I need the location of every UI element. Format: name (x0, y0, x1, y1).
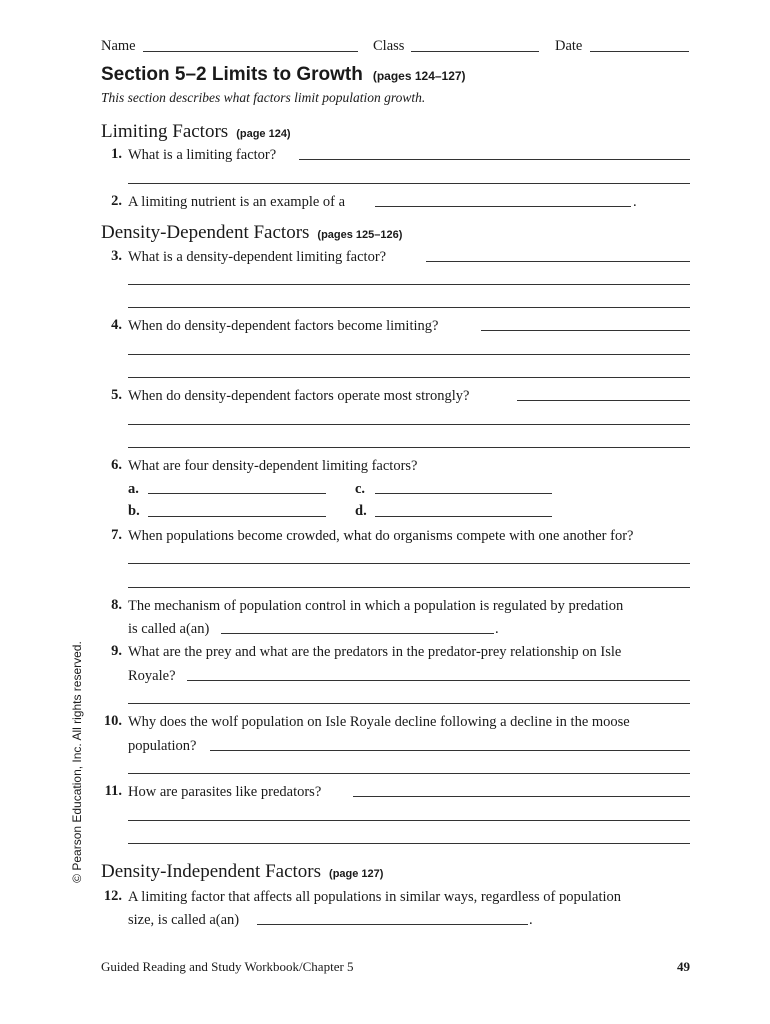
q3-number: 3. (111, 248, 122, 264)
limiting-factors-heading (101, 121, 291, 143)
q12-text-2: size, is called a(an) (128, 912, 240, 928)
q12-end: . (529, 912, 533, 928)
q5-answer-line[interactable] (517, 400, 690, 401)
q5-number: 5. (111, 387, 122, 403)
q4-number: 4. (111, 317, 122, 333)
name-field[interactable] (143, 51, 358, 52)
section-pages: (pages 124–127) (372, 69, 466, 83)
section-title (101, 64, 466, 86)
q2-end: . (633, 194, 637, 210)
q1-answer-line[interactable] (128, 183, 690, 184)
q8-text: The mechanism of population control in which a population is regulated by predation (128, 598, 624, 614)
page-number: 49 (677, 959, 690, 974)
q11-answer-line[interactable] (128, 820, 690, 821)
density-dependent-pages: (pages 125–126) (317, 229, 403, 241)
q3-text: What is a density-dependent limiting factor? (128, 249, 387, 265)
q8-number: 8. (111, 597, 122, 613)
date-field[interactable] (590, 51, 689, 52)
q8-text-2: is called a(an) (128, 621, 210, 637)
footer-title: Guided Reading and Study Workbook/Chapter 5 (101, 959, 354, 974)
q1-text: What is a limiting factor? (128, 147, 277, 163)
section-title-text: Section 5–2 Limits to Growth (101, 64, 363, 85)
q11-answer-line[interactable] (128, 843, 690, 844)
q6-text: What are four density-dependent limiting factors? (128, 458, 418, 474)
limiting-factors-pages: (page 124) (236, 128, 291, 140)
q6-number: 6. (111, 457, 122, 473)
q9-text: What are the prey and what are the predators in the predator-prey relationship on Isle (128, 644, 622, 660)
q7-number: 7. (111, 527, 122, 543)
density-independent-heading (101, 861, 383, 883)
q2-answer-line[interactable] (375, 206, 631, 207)
q5-answer-line[interactable] (128, 424, 690, 425)
class-label: Class (373, 38, 405, 54)
q6-a-field[interactable] (148, 493, 326, 494)
q11-number: 11. (104, 783, 122, 799)
limiting-factors-title: Limiting Factors (101, 121, 229, 142)
q8-answer-line[interactable] (221, 633, 494, 634)
q11-text: How are parasites like predators? (128, 784, 322, 800)
section-description: This section describes what factors limit population growth. (101, 90, 426, 105)
copyright-text: © Pearson Education, Inc. All rights reserved. (70, 641, 84, 883)
q10-number: 10. (103, 713, 122, 729)
q4-answer-line[interactable] (481, 330, 690, 331)
q5-text: When do density-dependent factors operate most strongly? (128, 388, 470, 404)
q7-text: When populations become crowded, what do organisms compete with one another for? (128, 528, 634, 544)
q6-d-label: d. (355, 503, 367, 519)
q8-end: . (495, 621, 499, 637)
density-dependent-heading (101, 222, 402, 244)
q3-answer-line[interactable] (128, 284, 690, 285)
density-independent-pages: (page 127) (329, 868, 384, 880)
q3-answer-line[interactable] (426, 261, 690, 262)
q11-answer-line[interactable] (353, 796, 690, 797)
q12-number: 12. (103, 888, 122, 904)
q9-answer-line[interactable] (187, 680, 690, 681)
q1-number: 1. (111, 146, 122, 162)
q6-c-label: c. (355, 481, 366, 497)
q7-answer-line[interactable] (128, 563, 690, 564)
q6-b-field[interactable] (148, 516, 326, 517)
q4-text: When do density-dependent factors become limiting? (128, 318, 439, 334)
class-field[interactable] (411, 51, 539, 52)
q6-c-field[interactable] (375, 493, 552, 494)
q10-answer-line[interactable] (210, 750, 690, 751)
q6-a-label: a. (128, 481, 139, 497)
q10-text-2: population? (128, 738, 197, 754)
q12-text: A limiting factor that affects all populations in similar ways, regardless of population (128, 889, 622, 905)
q9-answer-line[interactable] (128, 703, 690, 704)
date-label: Date (555, 38, 583, 54)
density-dependent-title: Density-Dependent Factors (101, 222, 310, 243)
q7-answer-line[interactable] (128, 587, 690, 588)
q6-d-field[interactable] (375, 516, 552, 517)
q6-b-label: b. (128, 503, 140, 519)
q2-number: 2. (111, 193, 122, 209)
q9-text-2: Royale? (128, 668, 176, 684)
q5-answer-line[interactable] (128, 447, 690, 448)
density-independent-title: Density-Independent Factors (101, 861, 322, 882)
q4-answer-line[interactable] (128, 354, 690, 355)
q9-number: 9. (111, 643, 122, 659)
q4-answer-line[interactable] (128, 377, 690, 378)
q1-answer-line[interactable] (299, 159, 690, 160)
q2-text: A limiting nutrient is an example of a (128, 194, 346, 210)
name-label: Name (101, 38, 136, 54)
q10-answer-line[interactable] (128, 773, 690, 774)
q12-answer-line[interactable] (257, 924, 528, 925)
q3-answer-line[interactable] (128, 307, 690, 308)
q10-text: Why does the wolf population on Isle Royale decline following a decline in the moose (128, 714, 630, 730)
